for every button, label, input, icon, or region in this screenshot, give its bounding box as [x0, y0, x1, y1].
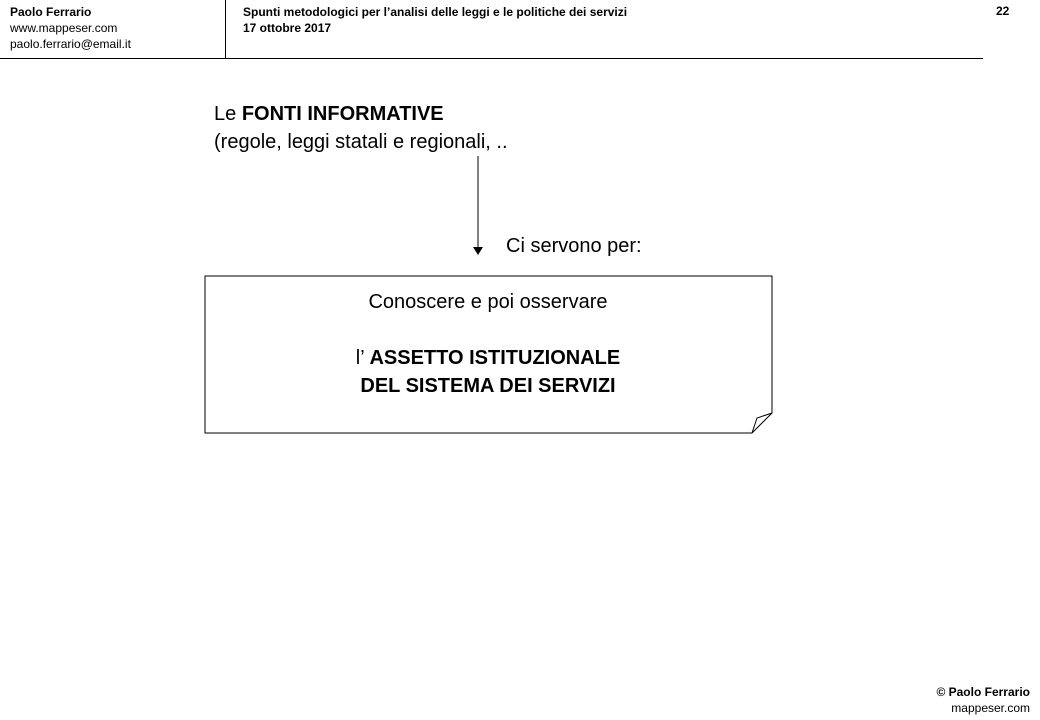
author-website: www.mappeser.com	[10, 21, 118, 35]
heading-bold: FONTI INFORMATIVE	[241, 103, 444, 125]
footer-site: mappeser.com	[951, 701, 1030, 715]
box-line1: Conoscere e poi osservare	[368, 291, 608, 313]
document-date: 17 ottobre 2017	[243, 21, 332, 35]
box-line3: DEL SISTEMA DEI SERVIZI	[360, 375, 616, 397]
heading-prefix: Le	[214, 103, 242, 125]
footer	[936, 684, 1030, 716]
box-line2-prefix: l’	[355, 347, 370, 369]
author-email: paolo.ferrario@email.it	[10, 37, 131, 51]
box-content	[205, 288, 771, 400]
author-name: Paolo Ferrario	[10, 5, 92, 19]
heading-line2: (regole, leggi statali e regionali, ..	[214, 131, 508, 153]
box-line2-bold: ASSETTO ISTITUZIONALE	[369, 347, 621, 369]
document-title: Spunti metodologici per l’analisi delle leggi e le politiche dei servizi	[243, 5, 628, 19]
page-number: 22	[996, 4, 1010, 18]
arrow-label: Ci servono per:	[506, 235, 642, 257]
footer-copyright: © Paolo Ferrario	[936, 685, 1030, 699]
